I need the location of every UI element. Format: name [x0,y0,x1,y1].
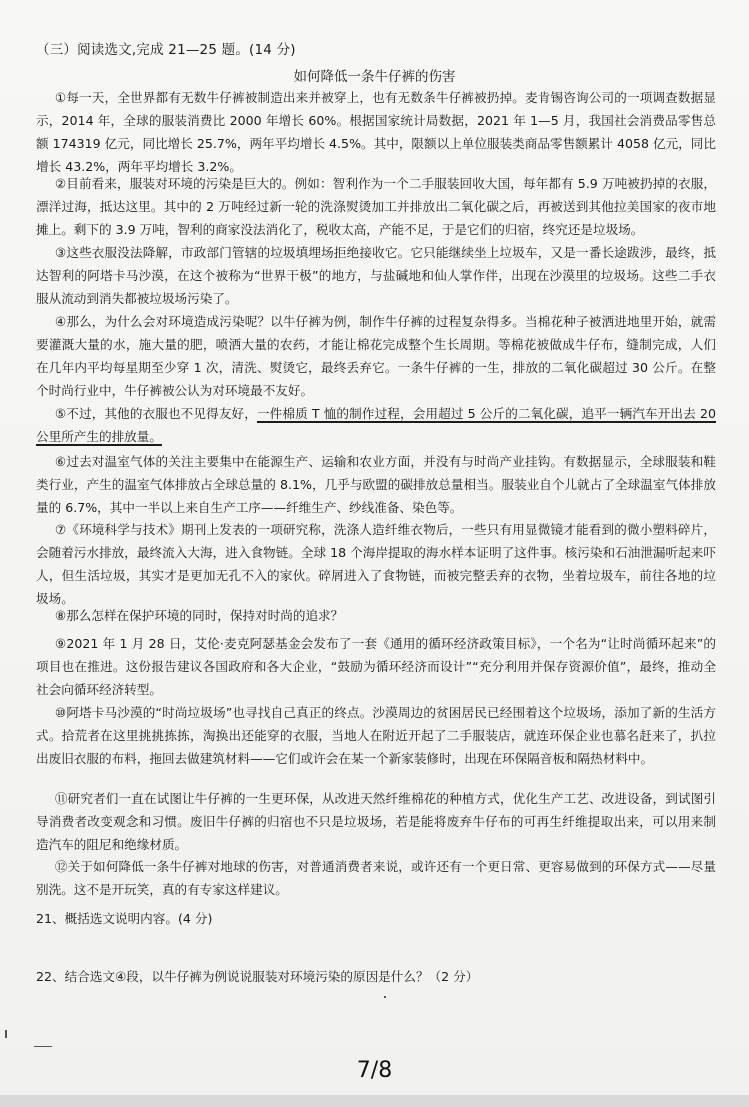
viewer-bottom-bar [0,1095,749,1107]
article-title: 如何降低一条牛仔裤的伤害 [293,69,456,85]
paragraph-5-lead: ⑤不过，其他的衣服也不见得友好， [54,406,257,421]
section-header: （三）阅读选文,完成 21—25 题。(14 分) [36,42,296,58]
answer-area-22[interactable] [36,986,716,1036]
paragraph-11: ⑪研究者们一直在试图让牛仔裤的一生更环保，从改进天然纤维棉花的种植方式，优化生产工艺、改进设备，到试图引导消费者改变观念和习惯。废旧牛仔裤的归宿也不只是垃圾场，若是能将废弃牛仔布的可再生纤维提取出来，可以用来制造汽车的阻尼和绝缘材质。 [36,791,716,852]
page-number: 7/8 [356,1058,393,1083]
scan-speck [34,1046,52,1047]
paragraph-8: ⑧那么怎样在保护环境的同时，保持对时尚的追求？ [54,608,344,623]
paragraph-5-underlined-sentence: 一件棉质 T 恤的制作过程，会用超过 5 公斤的二氧化碳，追平一辆汽车开出去 20 公里所产生的排放量。 [36,406,716,444]
paragraph-3: ③这些衣服没法降解，市政部门管辖的垃圾填埋场拒绝接收它。它只能继续坐上垃圾车，又是一番长途跋涉，最终，抵达智利的阿塔卡马沙漠，在这个被称为“世界干极”的地方，与盐碱地和仙人掌作伴，出现在沙漠里的垃圾场。这些二手衣服从流动到消失都被垃圾场污染了。 [36,245,716,306]
paragraph-5 [36,402,716,448]
paragraph-4: ④那么，为什么会对环境造成污染呢？以牛仔裤为例，制作牛仔裤的过程复杂得多。当棉花种子被洒进地里开始，就需要灌溉大量的水，施大量的肥，喷洒大量的农药，才能让棉花完成整个生长周期。等棉花被做成牛仔布，缝制完成，人们在几年内平均每星期至少穿 1 次，清洗、熨烫它，最终丢弃它。一条牛仔裤的一生，排放的二氧化碳超过 30 公斤。在整个时尚行业中，牛仔裤被公认为对环境最不友好。 [36,314,716,398]
paragraph-7: ⑦《环境科学与技术》期刊上发表的一项研究称，洗涤人造纤维衣物后，一些只有用显微镜才能看到的微小塑料碎片，会随着污水排放，最终流入大海，进入食物链。全球 18 个海岸提取的海水样本证明了这件事。核污染和石油泄漏听起来吓人，但生活垃圾，其实才是更加无孔不入的家伙。碎屑进入了食物链，而被完整丢弃的衣物，坐着垃圾车，前往各地的垃圾场。 [36,522,716,606]
scan-speck [384,996,386,998]
paragraph-1: ①每一天，全世界都有无数牛仔裤被制造出来并被穿上，也有无数条牛仔裤被扔掉。麦肯锡咨询公司的一项调查数据显示，2014 年，全球的服装消费比 2000 年增长 60%。根据国家统计局数据，2021 年 1—5 月，我国社会消费品零售总额 174319 亿元，同比增长 25.7%，两年平均增长 4.5%。其中，限额以上单位服装类商品零售额累计 4058 亿元，同比增长 43.2%，两年平均增长 3.2%。 [36,90,716,174]
paragraph-10: ⑩阿塔卡马沙漠的“时尚垃圾场”也寻找自己真正的终点。沙漠周边的贫困居民已经围着这个垃圾场，添加了新的生活方式。拾荒者在这里挑挑拣拣，淘换出还能穿的衣服，当地人在附近开起了二手服装店，就连环保企业也慕名赶来了，扒拉出废旧衣服的布料，拖回去做建筑材料——它们或许会在某一个新家装修时，出现在环保隔音板和隔热材料中。 [36,705,716,766]
question-21: 21、概括选文说明内容。(4 分) [36,911,213,926]
paragraph-12: ⑫关于如何降低一条牛仔裤对地球的伤害，对普通消费者来说，或许还有一个更日常、更容易做到的环保方式——尽量别洗。这不是开玩笑，真的有专家这样建议。 [36,859,716,897]
scan-speck [5,1030,7,1038]
paragraph-9: ⑨2021 年 1 月 28 日，艾伦·麦克阿瑟基金会发布了一套《通用的循环经济政策目标》，一个名为“让时尚循环起来”的项目也在推进。这份报告建议各国政府和各大企业，“鼓励为循环经济而设计”“充分利用并保存资源价值”，最终，推动全社会向循环经济转型。 [36,636,716,697]
question-22: 22、结合选文④段，以牛仔裤为例说说服装对环境污染的原因是什么？（2 分） [36,969,479,984]
paragraph-2: ②目前看来，服装对环境的污染是巨大的。例如：智利作为一个二手服装回收大国，每年都有 5.9 万吨被扔掉的衣服，漂洋过海，抵达这里。其中的 2 万吨经过新一轮的洗涤熨烫加工并排放出二氧化碳之后，再被送到其他拉美国家的夜市地摊上。剩下的 3.9 万吨，智利的商家没法消化了，税收太高，产能不足，于是它们的归宿，终究还是垃圾场。 [36,176,716,237]
paragraph-6: ⑥过去对温室气体的关注主要集中在能源生产、运输和农业方面，并没有与时尚产业挂钩。有数据显示，全球服装和鞋类行业，产生的温室气体排放占全球总量的 8.1%，几乎与欧盟的碳排放总量相当。服装业自个儿就占了全球温室气体排放量的 6.7%，其中一半以上来自生产工序——纤维生产、纱线准备、染色等。 [36,454,716,515]
